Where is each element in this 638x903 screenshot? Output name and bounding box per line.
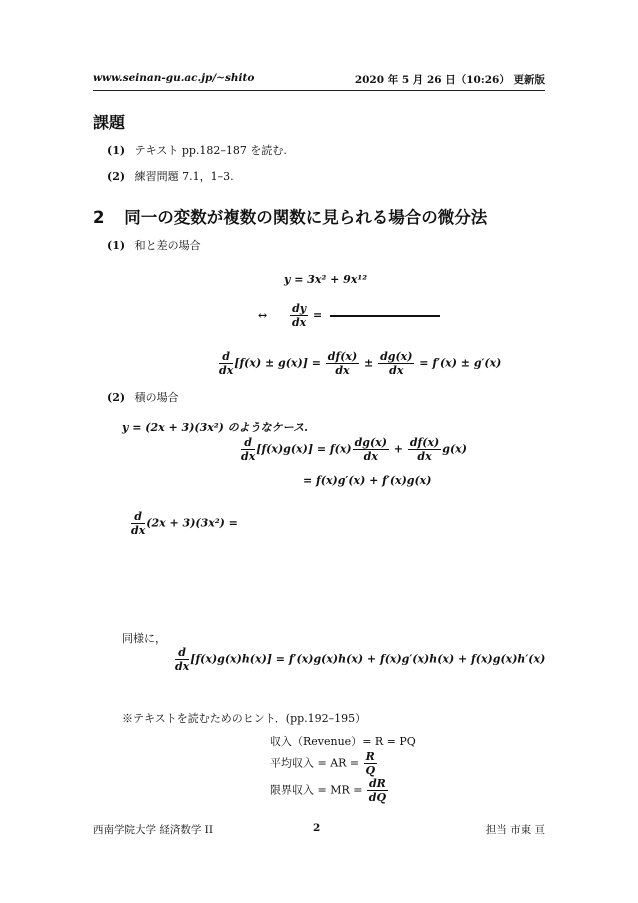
hint-text: ※テキストを読むためのヒント．(pp.192–195） (122, 712, 367, 725)
assignment-item-1 (107, 142, 287, 158)
product-exercise-d-dx (131, 510, 145, 537)
footer-page-number: 2 (313, 822, 321, 834)
product-case-heading (107, 389, 179, 405)
section-heading (93, 204, 487, 228)
sum-rule-df: df(x) (327, 350, 358, 363)
triple-rule-dx: dx (175, 660, 190, 673)
sum-rule-lhs: [f(x) ± g(x)] = (234, 356, 321, 370)
marginal-revenue-fraction (367, 777, 388, 804)
header-rule (93, 90, 545, 91)
sum-eq-2 (258, 302, 440, 329)
sum-eq-1: y = 3x² + 9x¹² (284, 273, 368, 286)
assignment-item-1-text: テキスト pp.182–187 を読む. (134, 144, 287, 157)
assignment-item-1-label: (1) (107, 144, 126, 157)
product-rule-df-dx (408, 436, 441, 463)
product-rule-plus: + (393, 442, 404, 456)
dy-num: dy (292, 302, 307, 315)
product-case-label: (2) (107, 391, 126, 404)
sum-case-title: 和と差の場合 (134, 239, 201, 252)
section-number: 2 (93, 208, 105, 227)
product-rule-df-den: dx (417, 450, 432, 463)
triple-rule (174, 646, 545, 673)
product-example: y = (2x + 3)(3x²) のようなケース. (122, 421, 308, 434)
average-revenue (270, 750, 378, 777)
assignment-title: 課題 (93, 113, 126, 132)
product-exercise (130, 510, 238, 537)
footer-left: 西南学院大学 経済数学 II (93, 824, 213, 836)
triple-rule-d-dx (175, 646, 189, 673)
sum-rule-dg-den: dx (389, 364, 404, 377)
product-rule-dg: dg(x) (354, 436, 387, 449)
sum-rule-df-dx (326, 350, 359, 377)
sum-case-label: (1) (107, 239, 126, 252)
product-exercise-dx: dx (131, 524, 146, 537)
dx-den: dx (291, 316, 307, 329)
marginal-revenue (270, 777, 389, 804)
sum-rule-dx: dx (219, 364, 234, 377)
sum-rule (218, 350, 501, 377)
marginal-revenue-prefix: 限界収入 = MR = (270, 783, 363, 797)
assignment-item-2 (107, 168, 234, 184)
marginal-revenue-den: dQ (368, 791, 387, 804)
average-revenue-num: R (365, 750, 375, 763)
sum-rule-d-dx (219, 350, 233, 377)
product-rule-d-dx (241, 436, 255, 463)
sum-rule-dg: dg(x) (380, 350, 413, 363)
section-title: 同一の変数が複数の関数に見られる場合の微分法 (124, 208, 488, 227)
sum-rule-pm: ± (364, 356, 374, 370)
assignment-item-2-text: 練習問題 7.1，1–3. (134, 170, 234, 183)
sum-eq-2-equals: = (313, 308, 323, 322)
sum-rule-rhs: = f′(x) ± g′(x) (419, 356, 502, 370)
average-revenue-prefix: 平均収入 = AR = (270, 756, 360, 770)
product-rule-tail: g(x) (442, 442, 467, 456)
average-revenue-fraction (364, 750, 377, 777)
product-rule-lhs: [f(x)g(x)] = f(x) (256, 442, 352, 456)
header-updated: 2020 年 5 月 26 日（10:26） 更新版 (354, 74, 545, 86)
assignment-item-2-label: (2) (107, 170, 126, 183)
product-rule-df: df(x) (409, 436, 440, 449)
product-exercise-d: d (131, 510, 145, 524)
sum-case-heading (107, 237, 201, 253)
sum-rule-d: d (219, 350, 233, 364)
product-rule-line-2: = f(x)g′(x) + f′(x)g(x) (303, 474, 432, 487)
footer-right: 担当 市東 亘 (485, 824, 545, 836)
product-rule-dx: dx (241, 450, 256, 463)
marginal-revenue-num: dR (368, 777, 386, 790)
product-rule-d: d (241, 436, 255, 450)
iff-symbol: ↔ (258, 308, 268, 322)
answer-blank (330, 315, 440, 317)
triple-rule-expr: [f(x)g(x)h(x)] = f′(x)g(x)h(x) + f(x)g′(x)h(x) + f(x)g(x)h′(x) (190, 652, 546, 666)
similarly-text: 同様に， (122, 632, 166, 645)
product-rule-dg-dx (353, 436, 389, 463)
sum-rule-df-den: dx (335, 364, 350, 377)
product-exercise-expr: (2x + 3)(3x²) = (146, 516, 238, 530)
average-revenue-den: Q (365, 764, 376, 777)
sum-rule-dg-dx (378, 350, 414, 377)
product-rule (240, 436, 467, 463)
product-rule-dg-den: dx (363, 450, 378, 463)
revenue-line: 収入（Revenue）= R = PQ (270, 735, 416, 748)
dy-dx-fraction (290, 302, 308, 329)
product-case-title: 積の場合 (134, 391, 179, 404)
triple-rule-d: d (175, 646, 189, 660)
header-url: www.seinan-gu.ac.jp/~shito (93, 72, 255, 84)
